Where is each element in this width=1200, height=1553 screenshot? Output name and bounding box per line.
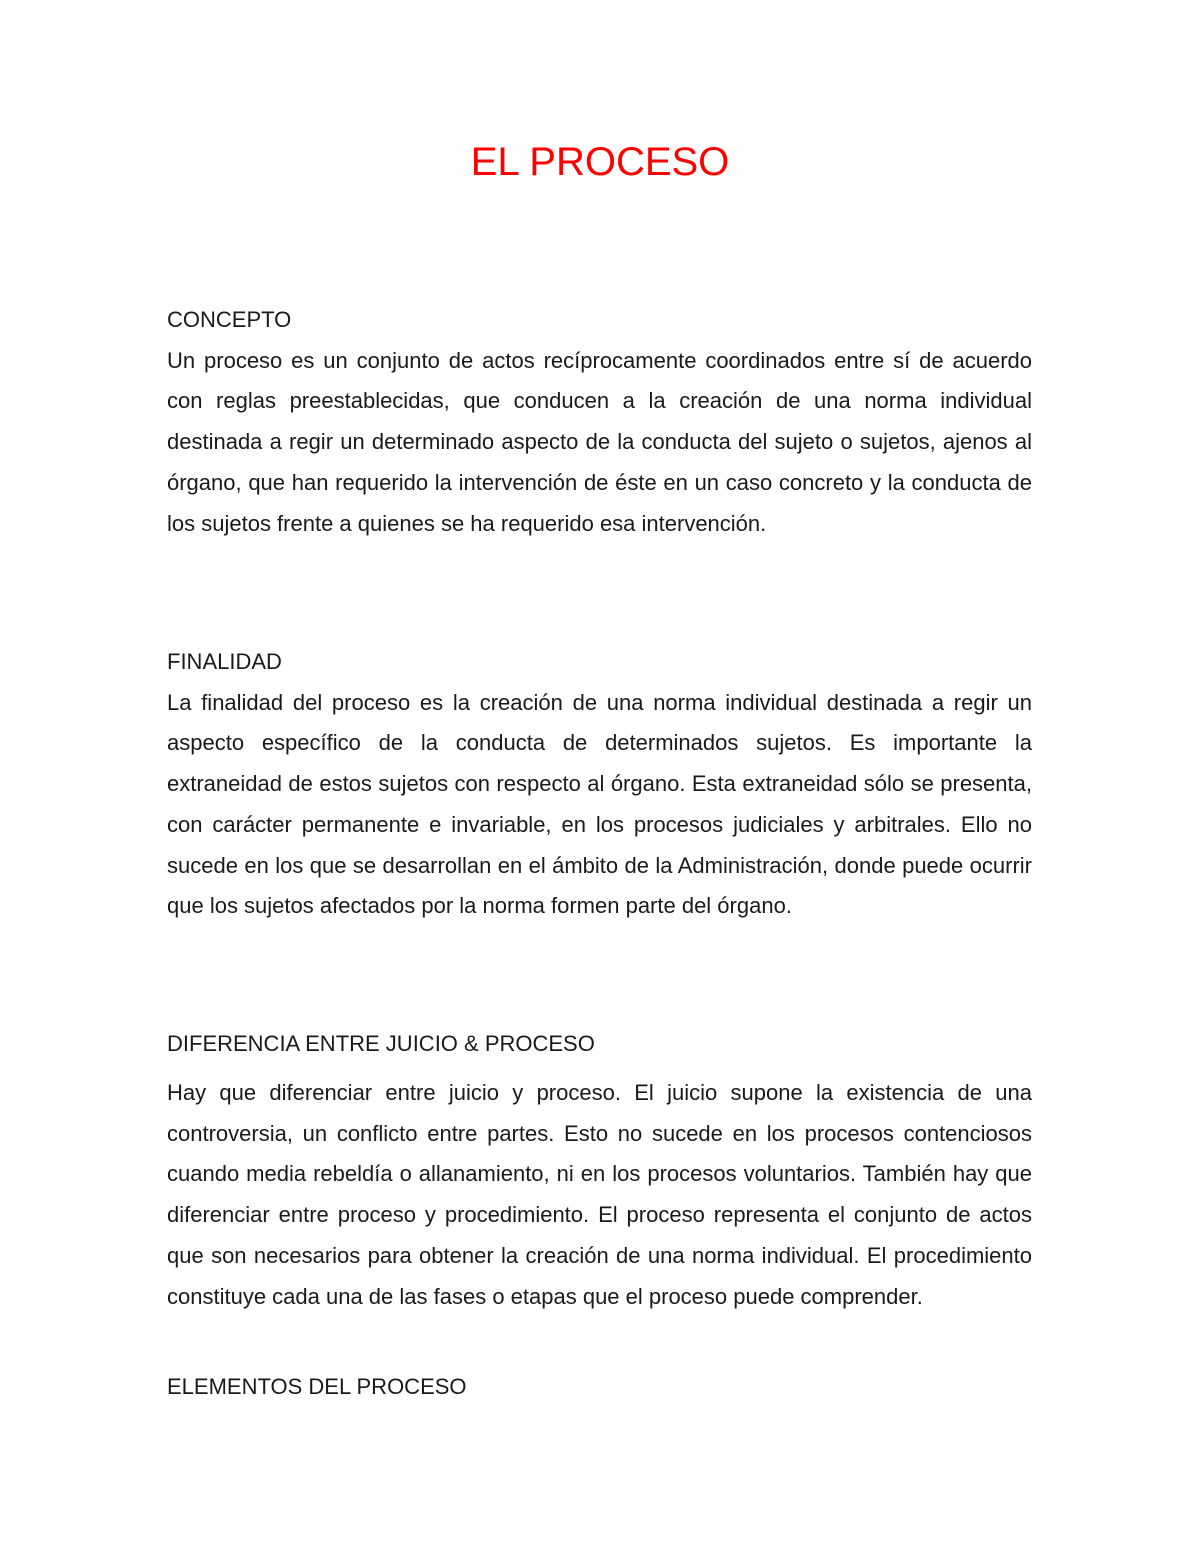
section-heading-diferencia: DIFERENCIA ENTRE JUICIO & PROCESO xyxy=(167,1031,595,1056)
section-concepto xyxy=(167,300,1032,544)
section-heading-elementos: ELEMENTOS DEL PROCESO xyxy=(167,1374,467,1399)
section-heading-concepto: CONCEPTO xyxy=(167,307,292,332)
section-body-concepto: Un proceso es un conjunto de actos recíprocamente coordinados entre sí de acuerdo con reglas preestablecidas, que conducen a la creación de una norma individual destinada a regir un determinado aspecto de la conducta del sujeto o sujetos, ajenos al órgano, que han requerido la intervención de éste en un caso concreto y la conducta de los sujetos frente a quienes se ha requerido esa intervención. xyxy=(167,347,1032,536)
section-diferencia-header xyxy=(167,1024,1032,1065)
document-title: EL PROCESO xyxy=(470,140,730,184)
section-elementos xyxy=(167,1367,1032,1408)
section-body-finalidad: La finalidad del proceso es la creación de una norma individual destinada a regir un aspecto específico de la conducta de determinados sujetos. Es importante la extraneidad de estos sujetos con respecto al órgano. Esta extraneidad sólo se presenta, con carácter permanente e invariable, en los procesos judiciales y arbitrales. Ello no sucede en los que se desarrollan en el ámbito de la Administración, donde puede ocurrir que los sujetos afectados por la norma formen parte del órgano. xyxy=(167,689,1032,919)
section-diferencia xyxy=(167,1073,1032,1317)
section-heading-finalidad: FINALIDAD xyxy=(167,649,282,674)
section-finalidad xyxy=(167,642,1032,927)
section-body-diferencia: Hay que diferenciar entre juicio y proceso. El juicio supone la existencia de una controversia, un conflicto entre partes. Esto no sucede en los procesos contenciosos cuando media rebeldía o allanamiento, ni en los procesos voluntarios. También hay que diferenciar entre proceso y procedimiento. El proceso representa el conjunto de actos que son necesarios para obtener la creación de una norma individual. El procedimiento constituye cada una de las fases o etapas que el proceso puede comprender. xyxy=(167,1080,1032,1309)
